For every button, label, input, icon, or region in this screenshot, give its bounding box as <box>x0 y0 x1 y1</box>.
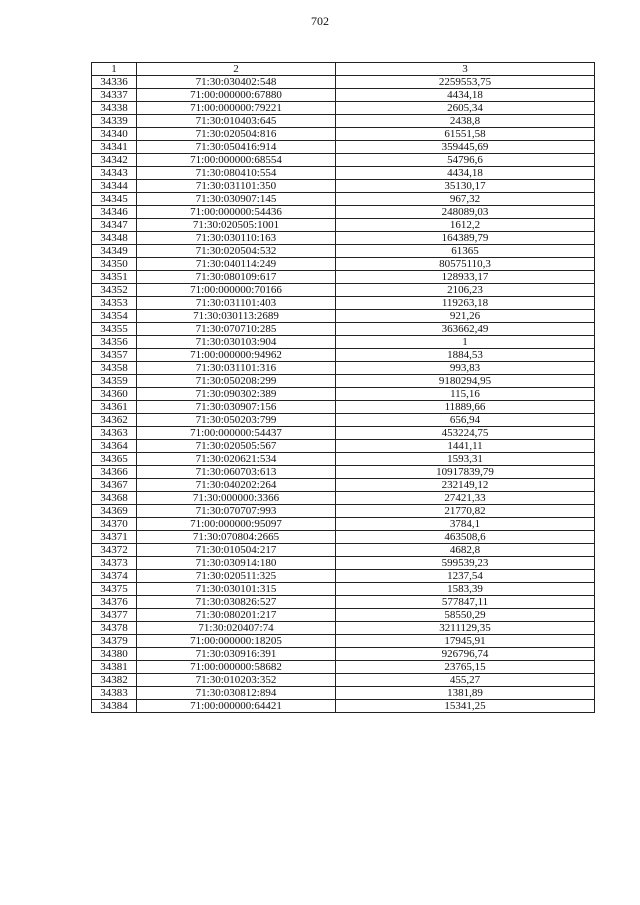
table-row <box>92 297 595 310</box>
table-row <box>92 687 595 700</box>
table-row <box>92 505 595 518</box>
value-cell: 61365 <box>336 245 595 258</box>
table-row <box>92 349 595 362</box>
cadastral-number-cell: 71:30:030907:145 <box>137 193 336 206</box>
cadastral-number-cell: 71:00:000000:70166 <box>137 284 336 297</box>
value-cell: 11889,66 <box>336 401 595 414</box>
table-row <box>92 193 595 206</box>
row-number-cell: 34356 <box>92 336 137 349</box>
cadastral-number-cell: 71:30:090302:389 <box>137 388 336 401</box>
row-number-cell: 34345 <box>92 193 137 206</box>
table-row <box>92 310 595 323</box>
row-number-cell: 34373 <box>92 557 137 570</box>
value-cell: 577847,11 <box>336 596 595 609</box>
cadastral-number-cell: 71:30:050208:299 <box>137 375 336 388</box>
value-cell: 248089,03 <box>336 206 595 219</box>
table-row <box>92 362 595 375</box>
value-cell: 455,27 <box>336 674 595 687</box>
table-row <box>92 401 595 414</box>
value-cell: 80575110,3 <box>336 258 595 271</box>
table-row <box>92 375 595 388</box>
row-number-cell: 34362 <box>92 414 137 427</box>
value-cell: 119263,18 <box>336 297 595 310</box>
value-cell: 54796,6 <box>336 154 595 167</box>
value-cell: 1237,54 <box>336 570 595 583</box>
cadastral-number-cell: 71:30:050203:799 <box>137 414 336 427</box>
value-cell: 164389,79 <box>336 232 595 245</box>
table-row <box>92 466 595 479</box>
table-body <box>92 76 595 713</box>
value-cell: 9180294,95 <box>336 375 595 388</box>
value-cell: 21770,82 <box>336 505 595 518</box>
row-number-cell: 34348 <box>92 232 137 245</box>
row-number-cell: 34380 <box>92 648 137 661</box>
row-number-cell: 34374 <box>92 570 137 583</box>
value-cell: 359445,69 <box>336 141 595 154</box>
header-row <box>92 63 595 76</box>
row-number-cell: 34384 <box>92 700 137 713</box>
cadastral-number-cell: 71:00:000000:95097 <box>137 518 336 531</box>
value-cell: 926796,74 <box>336 648 595 661</box>
value-cell: 4434,18 <box>336 167 595 180</box>
value-cell: 10917839,79 <box>336 466 595 479</box>
cadastral-number-cell: 71:30:050416:914 <box>137 141 336 154</box>
table-row <box>92 115 595 128</box>
cadastral-number-cell: 71:30:030914:180 <box>137 557 336 570</box>
value-cell: 17945,91 <box>336 635 595 648</box>
cadastral-number-cell: 71:30:020621:534 <box>137 453 336 466</box>
row-number-cell: 34369 <box>92 505 137 518</box>
value-cell: 1 <box>336 336 595 349</box>
table-row <box>92 544 595 557</box>
row-number-cell: 34383 <box>92 687 137 700</box>
table-row <box>92 245 595 258</box>
cadastral-number-cell: 71:30:080410:554 <box>137 167 336 180</box>
value-cell: 1612,2 <box>336 219 595 232</box>
row-number-cell: 34366 <box>92 466 137 479</box>
table-row <box>92 271 595 284</box>
row-number-cell: 34349 <box>92 245 137 258</box>
cadastral-number-cell: 71:30:020511:325 <box>137 570 336 583</box>
value-cell: 993,83 <box>336 362 595 375</box>
row-number-cell: 34379 <box>92 635 137 648</box>
table-row <box>92 492 595 505</box>
value-cell: 656,94 <box>336 414 595 427</box>
value-cell: 4682,8 <box>336 544 595 557</box>
cadastral-number-cell: 71:30:030812:894 <box>137 687 336 700</box>
table-row <box>92 622 595 635</box>
table-row <box>92 427 595 440</box>
cadastral-number-cell: 71:30:070710:285 <box>137 323 336 336</box>
cadastral-number-cell: 71:30:010203:352 <box>137 674 336 687</box>
row-number-cell: 34363 <box>92 427 137 440</box>
table-row <box>92 531 595 544</box>
value-cell: 1583,39 <box>336 583 595 596</box>
table-row <box>92 284 595 297</box>
cadastral-number-cell: 71:00:000000:18205 <box>137 635 336 648</box>
table-row <box>92 518 595 531</box>
row-number-cell: 34358 <box>92 362 137 375</box>
row-number-cell: 34372 <box>92 544 137 557</box>
table-row <box>92 700 595 713</box>
cadastral-number-cell: 71:30:020407:74 <box>137 622 336 635</box>
table-row <box>92 102 595 115</box>
row-number-cell: 34354 <box>92 310 137 323</box>
table-row <box>92 323 595 336</box>
value-cell: 599539,23 <box>336 557 595 570</box>
table-row <box>92 76 595 89</box>
table-row <box>92 453 595 466</box>
table-row <box>92 674 595 687</box>
table-row <box>92 206 595 219</box>
value-cell: 463508,6 <box>336 531 595 544</box>
row-number-cell: 34350 <box>92 258 137 271</box>
row-number-cell: 34352 <box>92 284 137 297</box>
cadastral-number-cell: 71:00:000000:54436 <box>137 206 336 219</box>
row-number-cell: 34344 <box>92 180 137 193</box>
row-number-cell: 34355 <box>92 323 137 336</box>
cadastral-number-cell: 71:30:040114:249 <box>137 258 336 271</box>
value-cell: 967,32 <box>336 193 595 206</box>
value-cell: 363662,49 <box>336 323 595 336</box>
cadastral-number-cell: 71:00:000000:94962 <box>137 349 336 362</box>
table-row <box>92 648 595 661</box>
cadastral-number-cell: 71:00:000000:64421 <box>137 700 336 713</box>
header-col-1: 1 <box>92 63 137 76</box>
cadastral-number-cell: 71:00:000000:68554 <box>137 154 336 167</box>
cadastral-number-cell: 71:30:010403:645 <box>137 115 336 128</box>
table-row <box>92 635 595 648</box>
value-cell: 3784,1 <box>336 518 595 531</box>
row-number-cell: 34336 <box>92 76 137 89</box>
row-number-cell: 34365 <box>92 453 137 466</box>
table-row <box>92 479 595 492</box>
cadastral-number-cell: 71:30:080109:617 <box>137 271 336 284</box>
row-number-cell: 34340 <box>92 128 137 141</box>
header-col-2: 2 <box>137 63 336 76</box>
cadastral-number-cell: 71:30:030402:548 <box>137 76 336 89</box>
row-number-cell: 34351 <box>92 271 137 284</box>
cadastral-number-cell: 71:30:060703:613 <box>137 466 336 479</box>
cadastral-number-cell: 71:30:030110:163 <box>137 232 336 245</box>
row-number-cell: 34342 <box>92 154 137 167</box>
cadastral-number-cell: 71:30:010504:217 <box>137 544 336 557</box>
row-number-cell: 34375 <box>92 583 137 596</box>
data-table <box>91 62 595 713</box>
row-number-cell: 34381 <box>92 661 137 674</box>
value-cell: 35130,17 <box>336 180 595 193</box>
value-cell: 3211129,35 <box>336 622 595 635</box>
cadastral-number-cell: 71:30:031101:350 <box>137 180 336 193</box>
value-cell: 1593,31 <box>336 453 595 466</box>
value-cell: 2438,8 <box>336 115 595 128</box>
cadastral-number-cell: 71:30:020504:816 <box>137 128 336 141</box>
value-cell: 1441,11 <box>336 440 595 453</box>
row-number-cell: 34347 <box>92 219 137 232</box>
cadastral-number-cell: 71:30:020504:532 <box>137 245 336 258</box>
cadastral-number-cell: 71:00:000000:54437 <box>137 427 336 440</box>
cadastral-number-cell: 71:00:000000:79221 <box>137 102 336 115</box>
table-row <box>92 596 595 609</box>
table-row <box>92 154 595 167</box>
cadastral-number-cell: 71:30:030113:2689 <box>137 310 336 323</box>
cadastral-number-cell: 71:30:031101:316 <box>137 362 336 375</box>
cadastral-number-cell: 71:30:020505:1001 <box>137 219 336 232</box>
table-header <box>92 63 595 76</box>
row-number-cell: 34360 <box>92 388 137 401</box>
value-cell: 453224,75 <box>336 427 595 440</box>
table-row <box>92 180 595 193</box>
cadastral-number-cell: 71:30:070804:2665 <box>137 531 336 544</box>
row-number-cell: 34341 <box>92 141 137 154</box>
table-row <box>92 388 595 401</box>
row-number-cell: 34353 <box>92 297 137 310</box>
table-row <box>92 583 595 596</box>
row-number-cell: 34357 <box>92 349 137 362</box>
value-cell: 4434,18 <box>336 89 595 102</box>
header-col-3: 3 <box>336 63 595 76</box>
row-number-cell: 34368 <box>92 492 137 505</box>
table-row <box>92 219 595 232</box>
value-cell: 2259553,75 <box>336 76 595 89</box>
table-row <box>92 167 595 180</box>
table-row <box>92 89 595 102</box>
table-row <box>92 609 595 622</box>
cadastral-number-cell: 71:30:030826:527 <box>137 596 336 609</box>
table-row <box>92 440 595 453</box>
cadastral-number-cell: 71:30:030103:904 <box>137 336 336 349</box>
value-cell: 2605,34 <box>336 102 595 115</box>
row-number-cell: 34359 <box>92 375 137 388</box>
row-number-cell: 34376 <box>92 596 137 609</box>
table-row <box>92 661 595 674</box>
row-number-cell: 34377 <box>92 609 137 622</box>
row-number-cell: 34338 <box>92 102 137 115</box>
value-cell: 27421,33 <box>336 492 595 505</box>
cadastral-number-cell: 71:30:000000:3366 <box>137 492 336 505</box>
cadastral-number-cell: 71:30:030907:156 <box>137 401 336 414</box>
row-number-cell: 34371 <box>92 531 137 544</box>
row-number-cell: 34364 <box>92 440 137 453</box>
row-number-cell: 34378 <box>92 622 137 635</box>
value-cell: 115,16 <box>336 388 595 401</box>
value-cell: 1884,53 <box>336 349 595 362</box>
cadastral-number-cell: 71:30:030916:391 <box>137 648 336 661</box>
value-cell: 1381,89 <box>336 687 595 700</box>
value-cell: 15341,25 <box>336 700 595 713</box>
row-number-cell: 34361 <box>92 401 137 414</box>
row-number-cell: 34367 <box>92 479 137 492</box>
row-number-cell: 34337 <box>92 89 137 102</box>
cadastral-number-cell: 71:30:030101:315 <box>137 583 336 596</box>
row-number-cell: 34346 <box>92 206 137 219</box>
table-row <box>92 232 595 245</box>
table-row <box>92 336 595 349</box>
table-row <box>92 258 595 271</box>
cadastral-number-cell: 71:30:020505:567 <box>137 440 336 453</box>
row-number-cell: 34370 <box>92 518 137 531</box>
value-cell: 58550,29 <box>336 609 595 622</box>
table-row <box>92 128 595 141</box>
table-row <box>92 414 595 427</box>
cadastral-number-cell: 71:00:000000:58682 <box>137 661 336 674</box>
table-row <box>92 570 595 583</box>
cadastral-number-cell: 71:30:031101:403 <box>137 297 336 310</box>
table-row <box>92 141 595 154</box>
value-cell: 23765,15 <box>336 661 595 674</box>
page-number: 702 <box>311 14 329 28</box>
value-cell: 128933,17 <box>336 271 595 284</box>
row-number-cell: 34382 <box>92 674 137 687</box>
row-number-cell: 34343 <box>92 167 137 180</box>
value-cell: 61551,58 <box>336 128 595 141</box>
cadastral-number-cell: 71:00:000000:67880 <box>137 89 336 102</box>
cadastral-number-cell: 71:30:070707:993 <box>137 505 336 518</box>
table-row <box>92 557 595 570</box>
row-number-cell: 34339 <box>92 115 137 128</box>
value-cell: 2106,23 <box>336 284 595 297</box>
cadastral-number-cell: 71:30:040202:264 <box>137 479 336 492</box>
cadastral-number-cell: 71:30:080201:217 <box>137 609 336 622</box>
value-cell: 232149,12 <box>336 479 595 492</box>
value-cell: 921,26 <box>336 310 595 323</box>
